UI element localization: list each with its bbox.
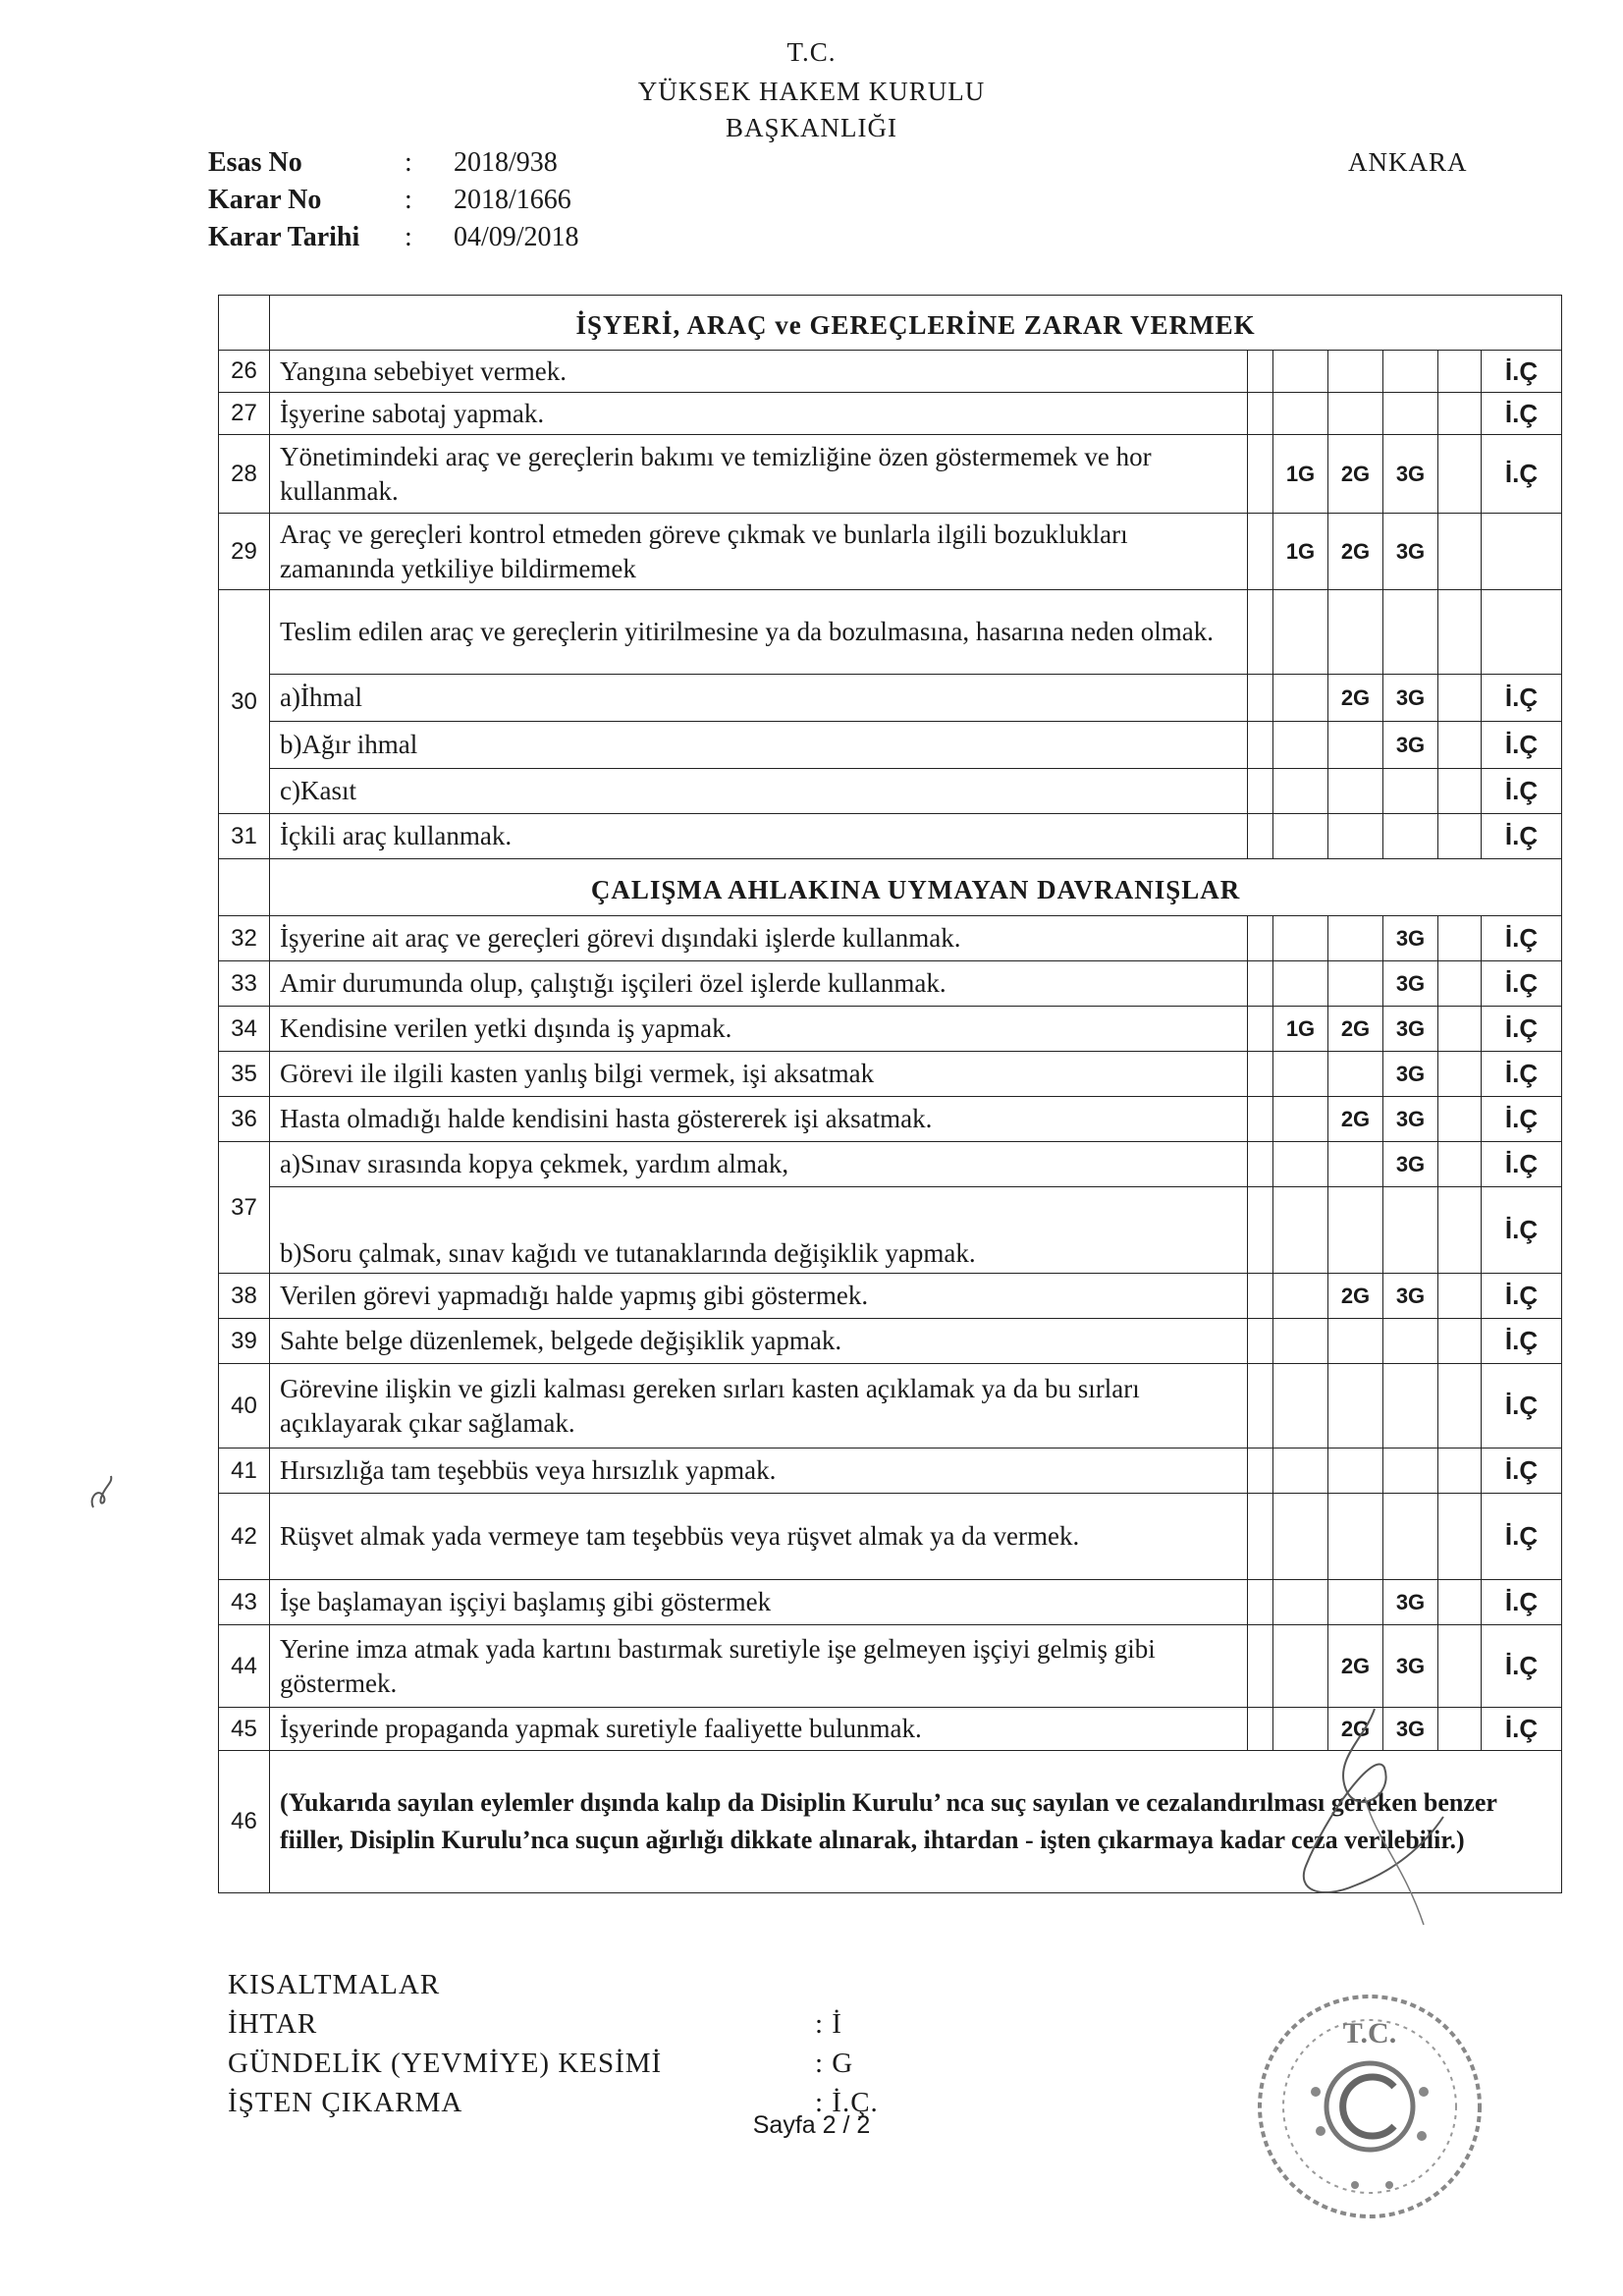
row-number: 38 xyxy=(219,1274,270,1319)
penalty-ic: İ.Ç xyxy=(1482,435,1562,514)
meta-value: 2018/938 xyxy=(454,147,558,178)
penalty-ic: İ.Ç xyxy=(1482,1142,1562,1187)
penalty-2g: 2G xyxy=(1328,1625,1383,1708)
penalty-3g: 3G xyxy=(1383,1007,1438,1052)
meta-label: Esas No xyxy=(208,147,302,178)
abbreviations-title: KISALTMALAR xyxy=(228,1969,441,2000)
row-text: Verilen görevi yapmadığı halde yapmış gibi göstermek. xyxy=(270,1274,1248,1319)
row-text: İşe başlamayan işçiyi başlamış gibi göstermek xyxy=(270,1580,1248,1625)
table-row xyxy=(219,814,1562,859)
row-text: Görevi ile ilgili kasten yanlış bilgi vermek, işi aksatmak xyxy=(270,1052,1248,1097)
abbreviation-term: GÜNDELİK (YEVMİYE) KESİMİ xyxy=(228,2048,663,2079)
penalty-ic: İ.Ç xyxy=(1482,1580,1562,1625)
row-text: Hasta olmadığı halde kendisini hasta göstererek işi aksatmak. xyxy=(270,1097,1248,1142)
row-number: 42 xyxy=(219,1494,270,1580)
abbreviation-code: : G xyxy=(815,2048,854,2079)
row-text: İşyerine sabotaj yapmak. xyxy=(270,393,1248,435)
table-row xyxy=(219,1364,1562,1449)
meta-value: 04/09/2018 xyxy=(454,222,579,252)
header-presidency: BAŞKANLIĞI xyxy=(726,113,897,142)
meta-colon: : xyxy=(405,222,412,252)
row-text: İçkili araç kullanmak. xyxy=(270,814,1248,859)
penalty-ic: İ.Ç xyxy=(1482,1097,1562,1142)
table-subrow xyxy=(219,722,1562,769)
signature-icon xyxy=(1227,1699,1483,1954)
abbreviation-code: : İ.Ç. xyxy=(815,2087,879,2118)
row-text: Yangına sebebiyet vermek. xyxy=(270,351,1248,393)
row-number: 41 xyxy=(219,1449,270,1494)
row-number: 34 xyxy=(219,1007,270,1052)
row-number: 32 xyxy=(219,916,270,961)
table-subrow xyxy=(219,675,1562,722)
table-row xyxy=(219,1052,1562,1097)
penalty-3g: 3G xyxy=(1383,675,1438,722)
table-row xyxy=(219,435,1562,514)
meta-colon: : xyxy=(405,147,412,178)
table-row xyxy=(219,1449,1562,1494)
row-number: 37 xyxy=(219,1142,270,1274)
row-number: 44 xyxy=(219,1625,270,1708)
section-header-row xyxy=(219,296,1562,351)
row-text: a)Sınav sırasında kopya çekmek, yardım almak, xyxy=(270,1142,1248,1187)
meta-karar-no xyxy=(208,185,571,216)
section-title: İŞYERİ, ARAÇ ve GEREÇLERİNE ZARAR VERMEK xyxy=(270,296,1562,351)
penalty-ic: İ.Ç xyxy=(1482,1274,1562,1319)
row-text: Araç ve gereçleri kontrol etmeden göreve çıkmak ve bunlarla ilgili bozuklukları zamanında yetkiliye bildirmemek xyxy=(270,514,1248,590)
meta-colon: : xyxy=(405,185,412,215)
seal-stamp-icon xyxy=(1247,1984,1492,2229)
meta-label: Karar Tarihi xyxy=(208,222,360,252)
row-text: Kendisine verilen yetki dışında iş yapmak. xyxy=(270,1007,1248,1052)
row-text: Hırsızlığa tam teşebbüs veya hırsızlık yapmak. xyxy=(270,1449,1248,1494)
row-number: 33 xyxy=(219,961,270,1007)
penalty-ic: İ.Ç xyxy=(1482,722,1562,769)
penalty-3g: 3G xyxy=(1383,961,1438,1007)
penalty-2g xyxy=(1328,351,1383,393)
penalty-ic: İ.Ç xyxy=(1482,351,1562,393)
penalty-ic: İ.Ç xyxy=(1482,1494,1562,1580)
table-row xyxy=(219,1097,1562,1142)
penalty-1g xyxy=(1273,393,1328,435)
table-row xyxy=(219,1625,1562,1708)
penalty-ic: İ.Ç xyxy=(1482,1625,1562,1708)
row-number: 40 xyxy=(219,1364,270,1449)
penalty-2g xyxy=(1328,393,1383,435)
table-row xyxy=(219,351,1562,393)
table-row xyxy=(219,393,1562,435)
penalty-3g: 3G xyxy=(1383,514,1438,590)
penalty-ic: İ.Ç xyxy=(1482,675,1562,722)
abbreviation-item xyxy=(228,2048,853,2080)
meta-karar-tarihi xyxy=(208,222,579,253)
table-row xyxy=(219,1274,1562,1319)
penalty-ic xyxy=(1482,514,1562,590)
penalty-1g: 1G xyxy=(1273,435,1328,514)
row-text: İşyerinde propaganda yapmak suretiyle faaliyette bulunmak. xyxy=(270,1708,1248,1751)
penalty-1g: 1G xyxy=(1273,1007,1328,1052)
page-number: Sayfa 2 / 2 xyxy=(752,2111,871,2139)
row-text: Amir durumunda olup, çalıştığı işçileri özel işlerde kullanmak. xyxy=(270,961,1248,1007)
table-subrow xyxy=(219,769,1562,814)
row-text: Sahte belge düzenlemek, belgede değişiklik yapmak. xyxy=(270,1319,1248,1364)
table-row xyxy=(219,514,1562,590)
row-text: Yerine imza atmak yada kartını bastırmak suretiyle işe gelmeyen işçiyi gelmiş gibi göstermek. xyxy=(270,1625,1248,1708)
penalty-3g: 3G xyxy=(1383,722,1438,769)
abbreviation-term: İHTAR xyxy=(228,2008,318,2040)
row-number: 35 xyxy=(219,1052,270,1097)
penalty-3g: 3G xyxy=(1383,1708,1438,1751)
penalty-1g xyxy=(1273,351,1328,393)
row-number: 28 xyxy=(219,435,270,514)
row-text: b)Soru çalmak, sınav kağıdı ve tutanaklarında değişiklik yapmak. xyxy=(270,1187,1248,1274)
penalty-ic: İ.Ç xyxy=(1482,814,1562,859)
penalty-ic: İ.Ç xyxy=(1482,916,1562,961)
penalty-2g: 2G xyxy=(1328,675,1383,722)
penalty-2g: 2G xyxy=(1328,435,1383,514)
meta-value: 2018/1666 xyxy=(454,185,571,215)
penalty-ic: İ.Ç xyxy=(1482,1319,1562,1364)
table-row xyxy=(219,916,1562,961)
table-row xyxy=(219,1319,1562,1364)
penalty-3g: 3G xyxy=(1383,1142,1438,1187)
penalty-3g: 3G xyxy=(1383,1625,1438,1708)
table-row xyxy=(219,1580,1562,1625)
penalty-3g: 3G xyxy=(1383,1052,1438,1097)
discipline-table xyxy=(218,295,1562,1893)
penalty-3g: 3G xyxy=(1383,1580,1438,1625)
meta-esas-no xyxy=(208,147,558,179)
row-number: 27 xyxy=(219,393,270,435)
penalty-3g: 3G xyxy=(1383,916,1438,961)
row-text: a)İhmal xyxy=(270,675,1248,722)
table-subrow xyxy=(219,1187,1562,1274)
penalty-ic: İ.Ç xyxy=(1482,1449,1562,1494)
row-text: b)Ağır ihmal xyxy=(270,722,1248,769)
section-title: ÇALIŞMA AHLAKINA UYMAYAN DAVRANIŞLAR xyxy=(270,859,1562,916)
row-number: 29 xyxy=(219,514,270,590)
margin-handwriting-icon xyxy=(83,1468,123,1517)
row-text: Görevine ilişkin ve gizli kalması gereken sırları kasten açıklamak ya da bu sırları açıklayarak çıkar sağlamak. xyxy=(270,1364,1248,1449)
header-tc: T.C. xyxy=(786,37,837,67)
row-number: 30 xyxy=(219,590,270,814)
table-row xyxy=(219,961,1562,1007)
section-header-row xyxy=(219,859,1562,916)
penalty-3g xyxy=(1383,351,1438,393)
table-row xyxy=(219,1494,1562,1580)
row-number: 31 xyxy=(219,814,270,859)
penalty-ic: İ.Ç xyxy=(1482,1708,1562,1751)
penalty-ic: İ.Ç xyxy=(1482,1187,1562,1274)
row-text: Yönetimindeki araç ve gereçlerin bakımı ve temizliğine özen göstermemek ve hor kullanmak. xyxy=(270,435,1248,514)
header-institution: YÜKSEK HAKEM KURULU xyxy=(637,77,986,106)
penalty-2g: 2G xyxy=(1328,514,1383,590)
svg-text:T.C.: T.C. xyxy=(1342,2017,1397,2050)
abbreviation-item xyxy=(228,2008,842,2041)
row-text: Rüşvet almak yada vermeye tam teşebbüs veya rüşvet almak ya da vermek. xyxy=(270,1494,1248,1580)
penalty-3g: 3G xyxy=(1383,1274,1438,1319)
penalty-ic: İ.Ç xyxy=(1482,769,1562,814)
abbreviation-term: İŞTEN ÇIKARMA xyxy=(228,2087,463,2118)
table-row xyxy=(219,590,1562,675)
row-number: 45 xyxy=(219,1708,270,1751)
penalty-2g: 2G xyxy=(1328,1708,1383,1751)
penalty-2g: 2G xyxy=(1328,1274,1383,1319)
penalty-1g: 1G xyxy=(1273,514,1328,590)
penalty-3g xyxy=(1383,393,1438,435)
penalty-ic: İ.Ç xyxy=(1482,1052,1562,1097)
penalty-3g: 3G xyxy=(1383,1097,1438,1142)
row-text: c)Kasıt xyxy=(270,769,1248,814)
meta-label: Karar No xyxy=(208,185,322,215)
row-number: 36 xyxy=(219,1097,270,1142)
row-number: 39 xyxy=(219,1319,270,1364)
penalty-2g: 2G xyxy=(1328,1007,1383,1052)
penalty-ic: İ.Ç xyxy=(1482,1007,1562,1052)
penalty-2g: 2G xyxy=(1328,1097,1383,1142)
abbreviation-code: : İ xyxy=(815,2008,842,2040)
row-number: 43 xyxy=(219,1580,270,1625)
row-text: İşyerine ait araç ve gereçleri görevi dışındaki işlerde kullanmak. xyxy=(270,916,1248,961)
penalty-ic: İ.Ç xyxy=(1482,961,1562,1007)
row-text: Teslim edilen araç ve gereçlerin yitirilmesine ya da bozulmasına, hasarına neden olmak. xyxy=(270,590,1248,675)
table-row xyxy=(219,1142,1562,1187)
table-row xyxy=(219,1007,1562,1052)
penalty-3g: 3G xyxy=(1383,435,1438,514)
city-label: ANKARA xyxy=(1348,147,1468,177)
row-number: 46 xyxy=(219,1751,270,1893)
row-number: 26 xyxy=(219,351,270,393)
row-text: (Yukarıda sayılan eylemler dışında kalıp da Disiplin Kurulu’ nca suç sayılan ve cezalandırılması gereken benzer fiiller, Disiplin Kurulu’nca suçun ağırlığı dikkate alınarak, ihtardan - işten çıkarmaya kadar ceza verilebilir.) xyxy=(270,1751,1562,1893)
penalty-ic: İ.Ç xyxy=(1482,393,1562,435)
penalty-ic: İ.Ç xyxy=(1482,1364,1562,1449)
